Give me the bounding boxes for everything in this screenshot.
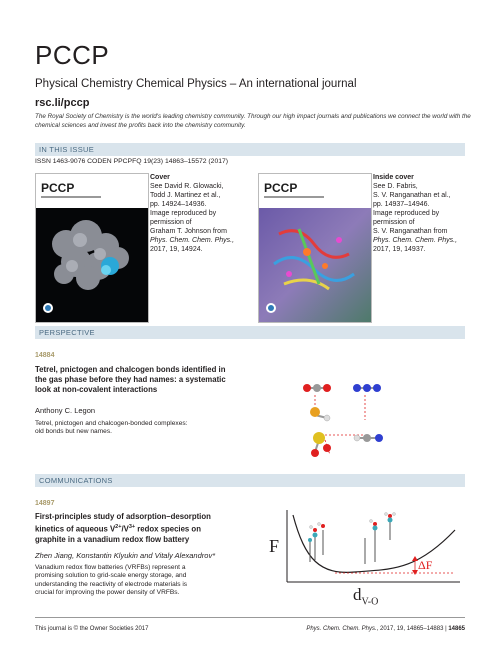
title-line: look at non-covalent interactions	[35, 385, 158, 394]
footer-rule	[35, 617, 465, 618]
section-band-communications	[35, 474, 465, 487]
article-page-number: 14897	[35, 500, 55, 507]
cover-line: pp. 14924–14936.	[150, 201, 207, 208]
article-title[interactable]	[35, 512, 211, 545]
title-line: Tetrel, pnictogen and chalcogen bonds identified in	[35, 365, 226, 374]
section-label: COMMUNICATIONS	[39, 476, 113, 485]
footer-citation	[306, 626, 465, 632]
energy-profile-graphic	[265, 500, 465, 610]
section-band-perspective	[35, 326, 465, 339]
issn-line: ISSN 1463-9076 CODEN PPCPFQ 19(23) 14863–15572 (2017)	[35, 158, 229, 165]
article-abstract	[35, 564, 187, 597]
inside-cover-illustration	[259, 174, 371, 322]
cover-line: Image reproduced by	[373, 210, 440, 217]
footer-citation-rest: , 2017, 19, 14865–14883 |	[376, 626, 447, 632]
article-page-number: 14884	[35, 352, 55, 359]
journal-title: PCCP	[35, 40, 110, 70]
cover-line: Phys. Chem. Chem. Phys.,	[373, 237, 458, 244]
cover-line: See D. Fabris,	[373, 183, 418, 190]
x-axis-main: d	[353, 585, 362, 604]
y-axis-label: F	[269, 536, 280, 556]
title-text: graphite in a vanadium redox flow battery	[35, 534, 190, 544]
section-band-in-this-issue	[35, 143, 465, 156]
cover-line: permission of	[150, 219, 192, 226]
cover-line: See David R. Glowacki,	[150, 183, 224, 190]
abstract-line: understanding the reactivity of electrode materials is	[35, 580, 188, 588]
cover-line: 2017, 19, 14937.	[373, 246, 426, 253]
article-authors: Zhen Jiang, Konstantin Klyukin and Vitaly Alexandrov*	[35, 551, 216, 560]
delta-label: ΔF	[418, 558, 433, 572]
cover-illustration	[36, 174, 148, 322]
cover-line: pp. 14937–14946.	[373, 201, 430, 208]
article-abstract	[35, 420, 188, 437]
title-line	[35, 512, 211, 522]
abstract-line: Vanadium redox flow batteries (VRFBs) represent a	[35, 564, 186, 571]
cover-line: S. V. Ranganathan from	[373, 228, 448, 235]
x-axis-sub: V-O	[361, 596, 379, 608]
cover-title: PCCP	[264, 181, 298, 195]
article-authors: Anthony C. Legon	[35, 406, 96, 415]
title-superscript: 2+	[115, 524, 122, 530]
section-label: PERSPECTIVE	[39, 328, 95, 337]
molecule-graphic	[295, 360, 415, 470]
cover-line: Todd J. Martinez et al.,	[150, 192, 221, 199]
cover-label: Inside cover	[373, 174, 414, 181]
title-text: redox species on	[135, 524, 201, 534]
journal-url[interactable]: rsc.li/pccp	[35, 97, 90, 109]
cover-line: permission of	[373, 219, 415, 226]
x-axis-label	[353, 585, 378, 607]
title-superscript: 3+	[128, 524, 136, 530]
title-line: the gas phase before they had names: a systematic	[35, 375, 226, 384]
article-title[interactable]	[35, 365, 226, 395]
cover-title: PCCP	[41, 181, 75, 195]
rsc-blurb: The Royal Society of Chemistry is the world's leading chemistry community. Through our high impact journals and publications we connect the world with the chemical sciences and invest the profits back into the chemistry community.	[35, 113, 471, 129]
footer-journal: Phys. Chem. Chem. Phys.	[306, 626, 377, 632]
cover-line: 2017, 19, 14924.	[150, 246, 203, 253]
cover-line: Image reproduced by	[150, 210, 217, 217]
title-line	[35, 535, 211, 545]
section-label: IN THIS ISSUE	[39, 145, 95, 154]
cover-label: Cover	[150, 174, 170, 181]
cover-line: Phys. Chem. Chem. Phys.,	[150, 237, 235, 244]
inside-cover-image[interactable]	[258, 173, 372, 323]
abstract-line: promising solution to grid-scale energy storage, and	[35, 572, 187, 580]
title-line	[35, 522, 211, 535]
abstract-line: Tetrel, pnictogen and chalcogen-bonded complexes:	[35, 420, 188, 427]
abstract-line: old bonds but new names.	[35, 428, 112, 436]
journal-subtitle: Physical Chemistry Chemical Physics – An international journal	[35, 78, 357, 90]
cover-caption	[150, 173, 245, 254]
inside-cover-caption	[373, 173, 468, 254]
cover-line: S. V. Ranganathan et al.,	[373, 192, 451, 199]
footer-copyright: This journal is © the Owner Societies 2017	[35, 626, 149, 632]
cover-image[interactable]	[35, 173, 149, 323]
title-text: /V	[121, 524, 129, 534]
cover-line: Graham T. Johnson from	[150, 228, 227, 235]
title-text: kinetics of aqueous V	[35, 524, 116, 534]
footer-page-number: 14865	[448, 626, 465, 632]
abstract-line: crucial for improving the power density of VRFBs.	[35, 588, 180, 596]
title-text: First-principles study of adsorption–desorption	[35, 512, 211, 521]
